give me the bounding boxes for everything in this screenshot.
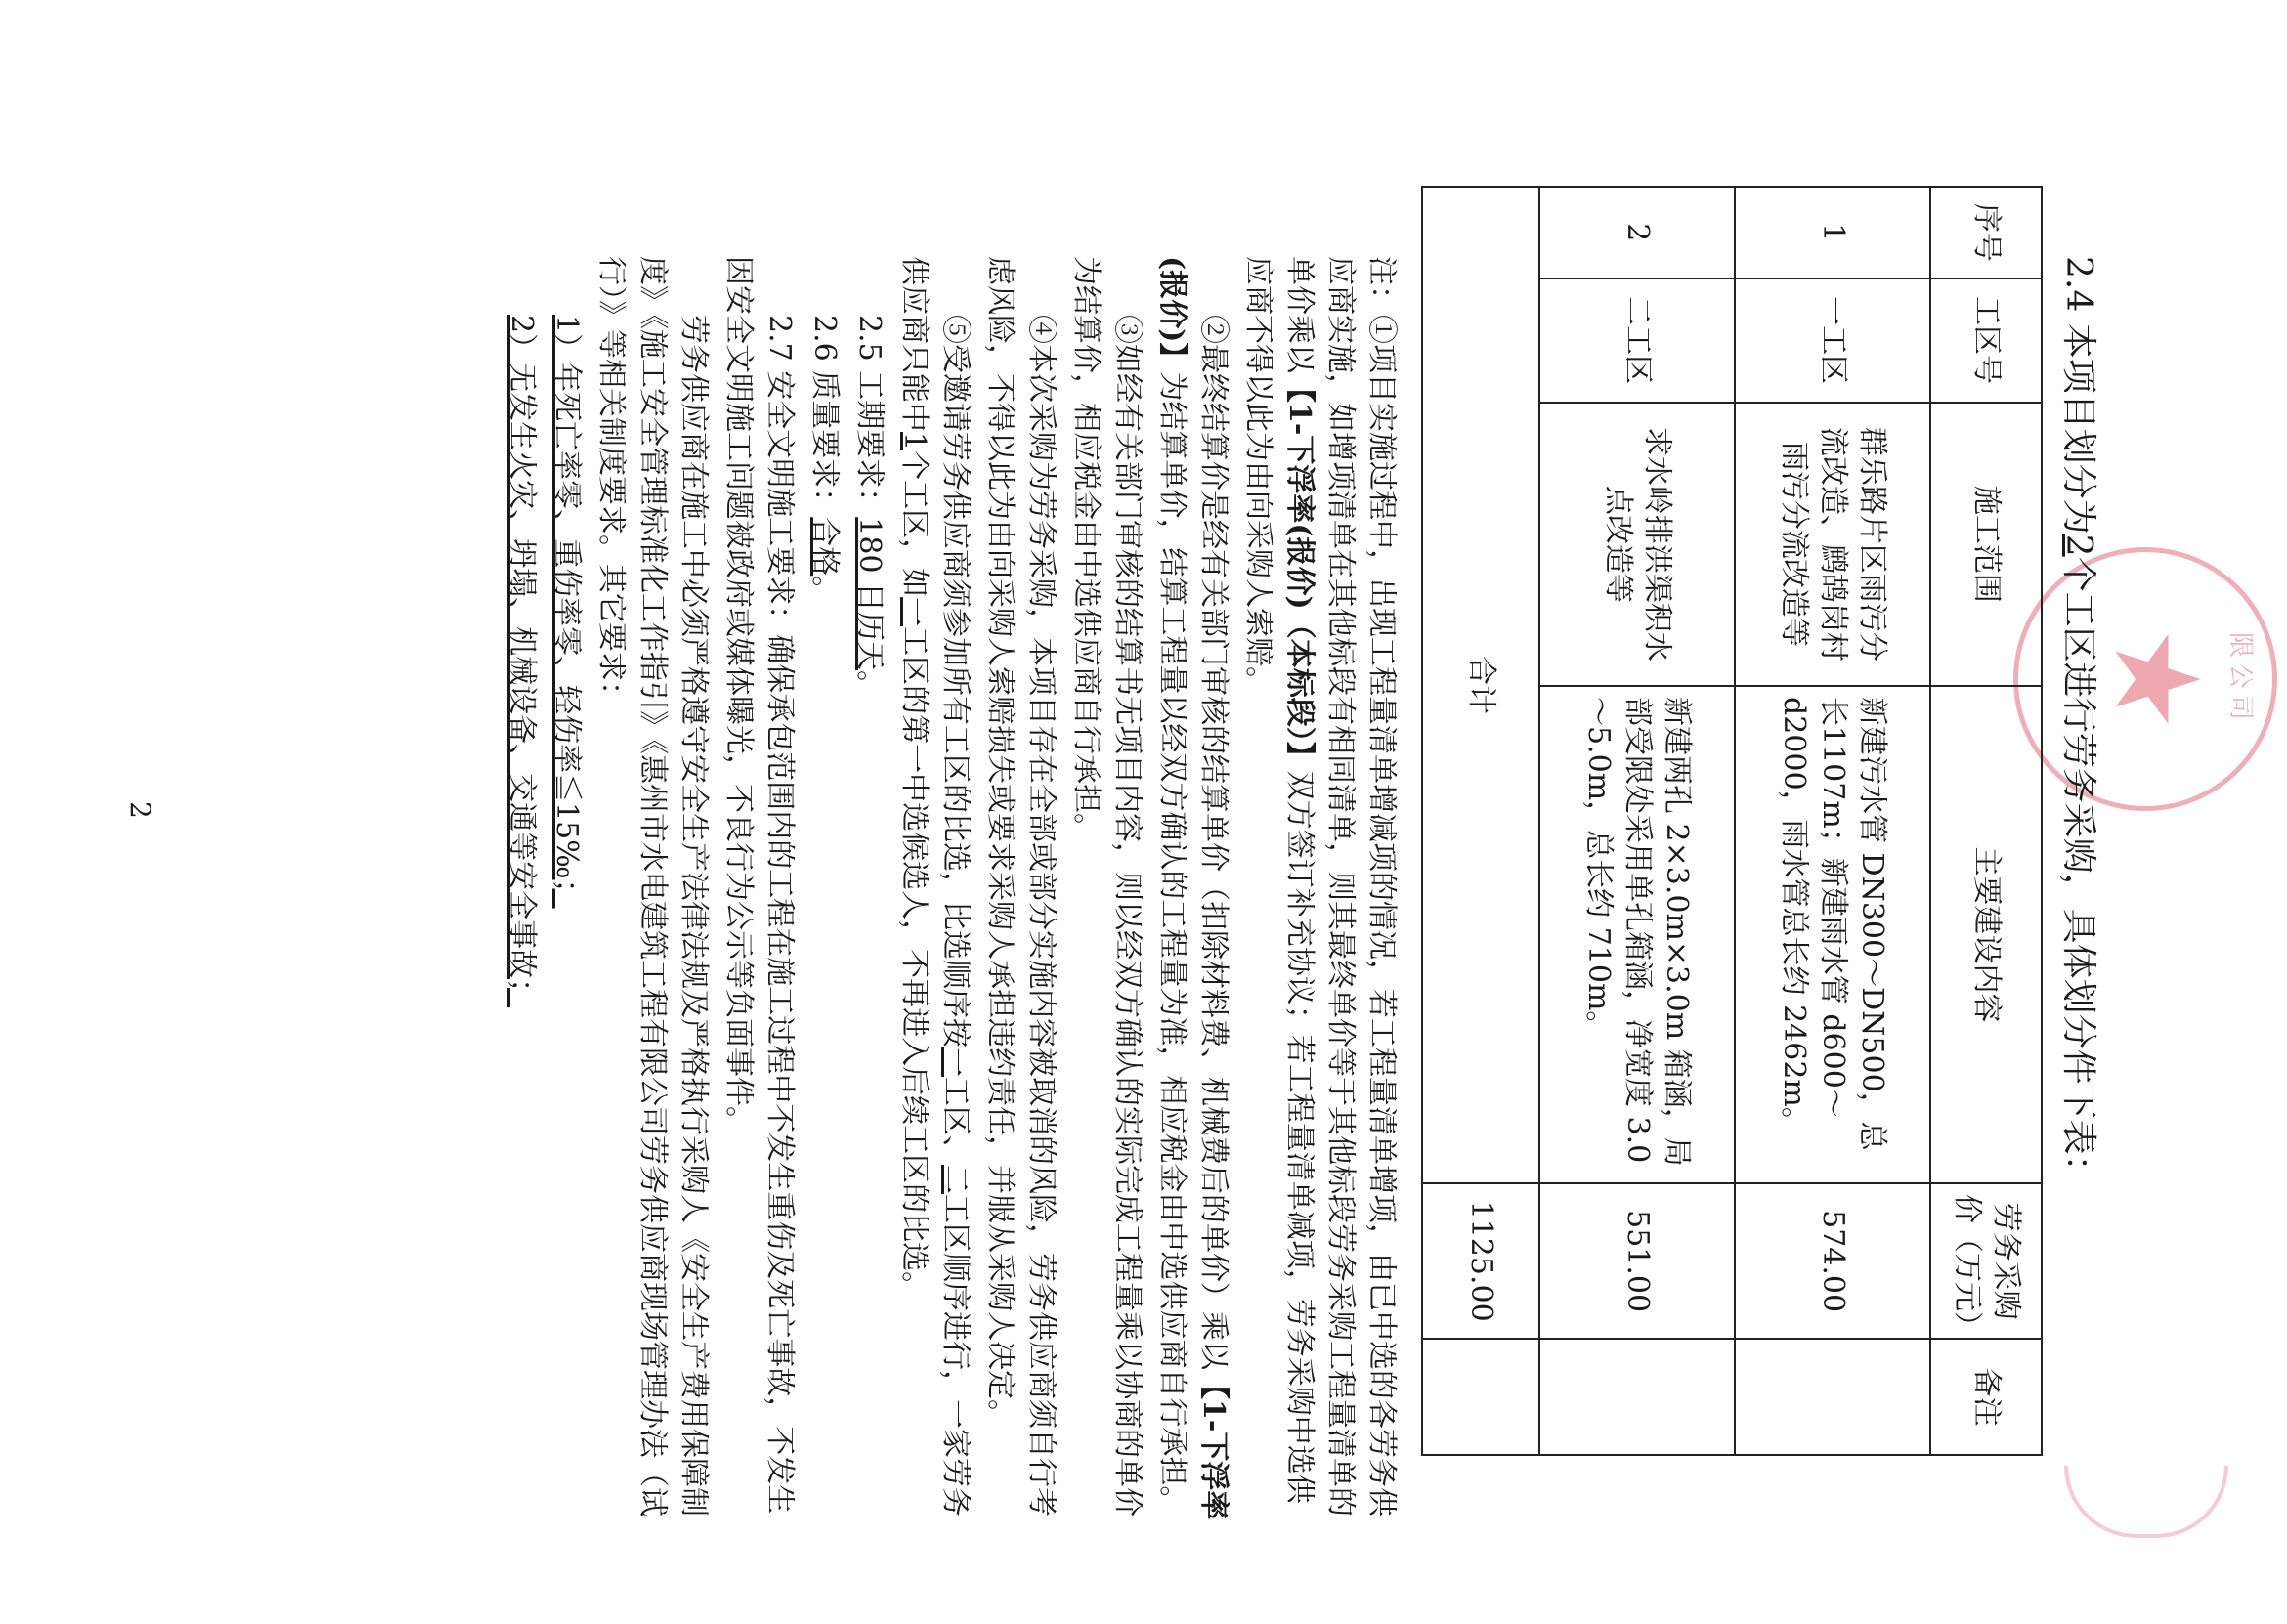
table-row [1539,187,1735,1455]
header-price: 劳务采购价（万元） [1930,1183,2042,1339]
note-2-formula: 【1-下浮率(报价)】 [1155,256,1230,1520]
row-price: 551.00 [1539,1183,1735,1339]
note-3: ③如经有关部门审核的结算书无项目内容，则以经双方确认的实际完成工程量乘以协商的单价为结算价，相应税金由中选供应商自行承担。 [1069,256,1144,1517]
quality-value: 合格 [807,517,841,577]
note-5-text: ⑤受邀请劳务供应商须参加所有工区的比选，比选顺序按 [938,315,972,1047]
safety-item-1: 1）年死亡率零、重伤率零、轻伤率≦15‰； [549,315,583,909]
note-5-text: 工区、 [938,1077,972,1165]
note-2-text: ②最终结算价是经有关部门审核的结算单价（扣除材料费、机械费后的单价）乘以 [1196,315,1230,1370]
note-1 [1237,256,1402,1526]
table-total-row [1422,187,1539,1455]
note-5-zone-1: 一 [938,1047,972,1077]
note-5-zone-1: 一 [897,597,931,627]
note-5-text: 个工区，如 [897,450,931,598]
row-scope: 群乐路片区雨污分流改造、鹧鸪岗村雨污分流改造等 [1735,403,1930,686]
note-5 [893,256,975,1526]
row-price: 574.00 [1735,1183,1930,1339]
note-5-text: 工区顺序进行，一家劳务供应商只能中 [897,256,972,1517]
total-note [1422,1339,1539,1455]
quality-label: 2.6 质量要求： [807,315,841,518]
note-5-zone-2: 二 [938,1165,972,1194]
row-no: 2 [1539,187,1735,278]
note-1-text-end: 双方签订补充协议；若工程量清单减项，劳务采购中选供应商不得以此为由向采购人索赔。 [1241,256,1316,1504]
heading-suffix: 个工区进行劳务采购，具体划分件下表： [2058,556,2098,1190]
row-note [1539,1339,1735,1455]
table-row [1735,187,1930,1455]
header-scope: 施工范围 [1930,403,2042,686]
note-1-text: 注：①项目实施过程中，出现工程量清单增减项的情况，若工程量清单增项，由已中选的各劳务供应商实施，如增项清单在其他标段有相同清单，则其最终单价等于其他标段劳务采购工程量清单的单价乘以 [1282,256,1399,1517]
total-value: 1125.00 [1422,1183,1539,1339]
row-scope: 求水岭排洪渠积水点改造等 [1539,403,1735,686]
row-zone: 一工区 [1735,278,1930,403]
note-5-count: 1 [897,432,931,451]
row-zone: 二工区 [1539,278,1735,403]
page-number: 2 [124,801,156,819]
schedule-requirement [848,256,889,1526]
safety-requirement: 2.7 安全文明施工要求：确保承包范围内的工程在施工过程中不发生重伤及死亡事故，不发生因安全文明施工问题被政府或媒体曝光，不良行为公示等负面事件。 [721,256,797,1515]
seal-text: 限公司 [2225,631,2255,726]
quality-end: 。 [807,576,841,606]
header-note: 备注 [1930,1339,2042,1455]
heading-prefix: 2.4 本项目划分为 [2058,256,2098,534]
note-4: ④本次采购为劳务采购，本项目存在全部或部分实施内容被取消的风险，劳务供应商须自行考虑风险，不得以此为由向采购人索赔损失或要求采购人承担违约责任，并服从采购人决定。 [983,256,1058,1517]
note-5-text-end: 工区的第一中选候选人，不再进入后续工区的比选。 [897,626,931,1302]
schedule-value: 180 日历天 [852,517,886,671]
row-content: 新建两孔 2×3.0m×3.0m 箱涵，局部受限处采用单孔箱涵，净宽度 3.0～5.0m，总长约 710m。 [1539,686,1735,1183]
total-label: 合计 [1422,187,1539,1183]
row-note [1735,1339,1930,1455]
quality-requirement [803,256,844,1526]
header-no: 序号 [1930,187,2042,278]
schedule-end: 。 [852,670,886,701]
seal-star-icon: ★ [2088,626,2223,732]
row-no: 1 [1735,187,1930,278]
labor-procurement-table [1421,186,2043,1456]
safety-regulations: 劳务供应商在施工中必须严格遵守安全生产法律法规及严格执行采购人《安全生产费用保障制度》《施工安全管理标准化工作指引》《惠州市水电建筑工程有限公司劳务供应商现场管理办法（试行）》等相关制度要求。其它要求： [594,256,711,1517]
note-2 [1151,256,1233,1526]
note-1-formula: 【1-下浮率(报价)（本标段）】 [1282,373,1316,771]
section-heading [2054,256,2101,1624]
row-content: 新建污水管 DN300～DN500，总长1107m；新建雨水管 d600～d2000，雨水管总长约 2462m。 [1735,686,1930,1183]
table-header-row [1930,187,2042,1455]
header-content: 主要建设内容 [1930,686,2042,1183]
safety-item-2: 2）无发生火灾、坍塌、机械设备、交通等安全事故； [504,315,539,1008]
header-zone: 工区号 [1930,278,2042,403]
company-seal [2013,547,2277,811]
schedule-label: 2.5 工期要求： [852,315,886,518]
heading-count: 2 [2058,534,2098,557]
note-2-text-end: 为结算单价，结算工程量以经双方确认的工程量为准，相应税金由中选供应商自行承担。 [1155,371,1189,1516]
